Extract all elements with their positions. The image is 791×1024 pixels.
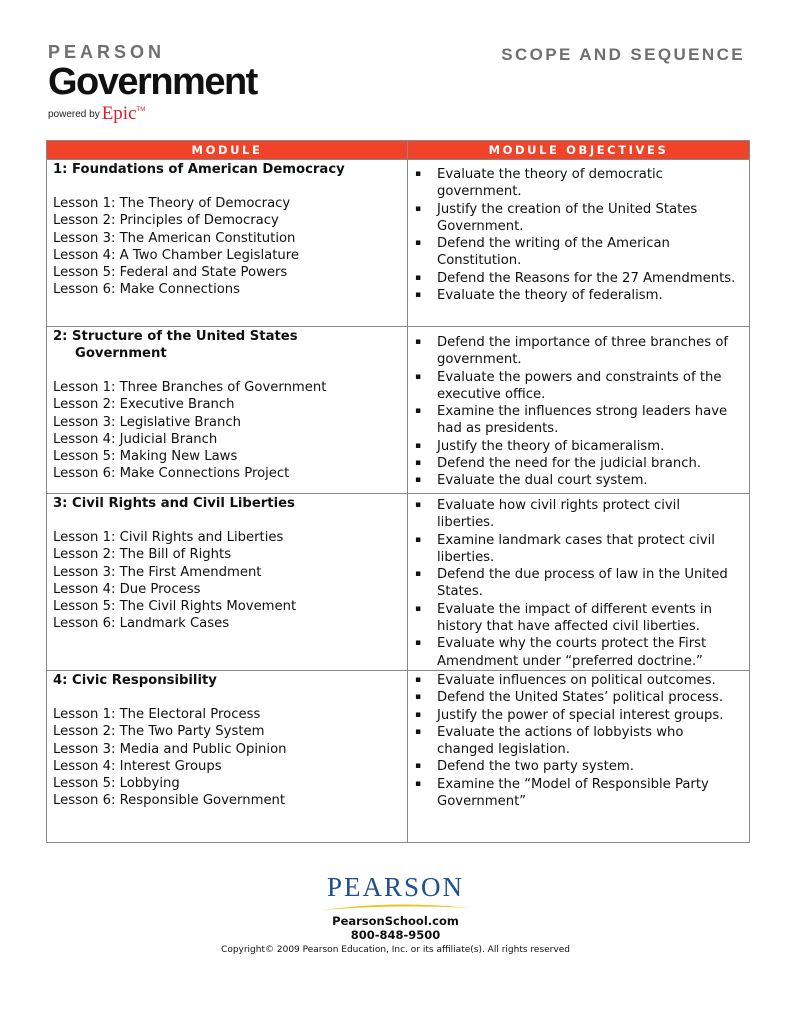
square-bullet-icon: ▪ (415, 371, 422, 382)
lesson-list (47, 195, 407, 299)
objective-item (415, 334, 741, 369)
objective-item (415, 438, 741, 455)
powered-by-text: powered by (48, 109, 100, 120)
objective-text: Evaluate the theory of federalism. (437, 288, 663, 304)
lesson-item: Lesson 1: The Theory of Democracy (53, 196, 291, 211)
powered-by-line (48, 102, 288, 123)
lesson-item: Lesson 3: The First Amendment (53, 564, 262, 580)
scope-table (46, 140, 750, 843)
objective-item (415, 166, 741, 201)
lesson-list (47, 529, 407, 633)
square-bullet-icon: ▪ (415, 726, 422, 737)
lesson-item: Lesson 4: Judicial Branch (53, 431, 218, 447)
lesson-item: Lesson 1: Three Branches of Government (53, 380, 327, 395)
pearson-footer-logo: PEARSON (326, 872, 465, 902)
lesson-item: Lesson 2: Executive Branch (53, 397, 235, 413)
module-title-line: 4: Civic Responsibility (53, 672, 217, 688)
square-bullet-icon: ▪ (415, 778, 422, 789)
objective-text: Justify the creation of the United States Government. (437, 201, 698, 234)
objectives-cell (408, 327, 750, 494)
objective-item (415, 287, 741, 304)
lesson-item: Lesson 3: The American Constitution (53, 230, 296, 246)
objective-item (415, 270, 741, 287)
objective-text: Defend the need for the judicial branch. (437, 456, 702, 472)
objective-text: Evaluate the actions of lobbyists who changed legislation. (437, 724, 684, 758)
lesson-list (47, 706, 407, 810)
brand-government: Government (48, 61, 257, 103)
objective-text: Justify the theory of bicameralism. (437, 438, 665, 454)
objective-text: Defend the due process of law in the United States. (437, 567, 728, 600)
objective-list (408, 160, 749, 304)
objective-text: Evaluate why the courts protect the First Amendment under “preferred doctrine.” (437, 636, 707, 669)
objective-text: Defend the United States’ political process. (437, 690, 724, 706)
square-bullet-icon: ▪ (415, 238, 422, 249)
lesson-item: Lesson 6: Responsible Government (53, 793, 286, 809)
module-row (47, 670, 750, 842)
objective-item (415, 566, 741, 601)
objective-text: Defend the writing of the American Constitution. (437, 236, 670, 269)
module-row (47, 160, 750, 327)
table-body (47, 160, 750, 843)
objectives-cell (408, 494, 750, 671)
objective-text: Defend the two party system. (437, 759, 634, 775)
footer-phone: 800-848-9500 (350, 928, 441, 942)
objective-item (415, 532, 741, 567)
module-title (47, 671, 407, 689)
objective-text: Evaluate the impact of different events in history that have affected civil liberties. (437, 601, 712, 635)
trademark-mark: TM (136, 107, 146, 113)
epic-logo: Epic (101, 103, 137, 124)
objective-item (415, 776, 741, 811)
objective-text: Justify the power of special interest groups. (437, 707, 724, 723)
objective-item (415, 472, 741, 489)
square-bullet-icon: ▪ (415, 337, 422, 347)
square-bullet-icon: ▪ (415, 761, 422, 772)
square-bullet-icon: ▪ (415, 203, 422, 214)
swoosh-stroke (323, 904, 469, 910)
lesson-item: Lesson 2: Principles of Democracy (53, 213, 279, 229)
objective-text: Evaluate how civil rights protect civil liberties. (437, 498, 681, 531)
objective-item (415, 235, 741, 270)
objective-item (415, 689, 741, 706)
lesson-item: Lesson 2: The Bill of Rights (53, 547, 232, 563)
square-bullet-icon: ▪ (415, 638, 422, 649)
objective-text: Defend the importance of three branches of government. (437, 335, 729, 368)
square-bullet-icon: ▪ (415, 569, 422, 580)
module-title-line: 2: Structure of the United States (53, 329, 298, 344)
objective-item (415, 497, 741, 532)
lesson-item: Lesson 1: The Electoral Process (53, 706, 261, 722)
footer-url: PearsonSchool.com (332, 914, 459, 928)
objective-item (415, 403, 741, 438)
objective-list (408, 494, 749, 670)
lesson-item: Lesson 5: Making New Laws (53, 449, 238, 465)
square-bullet-icon: ▪ (415, 290, 422, 301)
square-bullet-icon: ▪ (415, 475, 422, 486)
module-row (47, 494, 750, 671)
objectives-cell (408, 670, 750, 842)
lesson-item: Lesson 4: A Two Chamber Legislature (53, 247, 299, 263)
footer-copyright: Copyright© 2009 Pearson Education, Inc. or its affiliate(s). All rights reserved (221, 945, 570, 955)
objective-text: Evaluate the theory of democratic government. (437, 167, 663, 200)
lesson-item: Lesson 1: Civil Rights and Liberties (53, 530, 284, 545)
lesson-item: Lesson 2: The Two Party System (53, 724, 265, 740)
lesson-item: Lesson 6: Make Connections (53, 282, 241, 298)
module-column-header: MODULE (47, 141, 408, 160)
objective-text: Evaluate the powers and constraints of the executive office. (437, 369, 722, 402)
lesson-item: Lesson 5: Lobbying (53, 776, 180, 792)
module-cell (47, 160, 408, 327)
square-bullet-icon: ▪ (415, 603, 422, 614)
square-bullet-icon: ▪ (415, 674, 422, 685)
objective-item (415, 369, 741, 404)
objective-item (415, 455, 741, 472)
objective-text: Examine the influences strong leaders have had as presidents. (437, 404, 728, 437)
square-bullet-icon: ▪ (415, 272, 422, 283)
objective-item (415, 758, 741, 775)
lesson-item: Lesson 6: Landmark Cases (53, 616, 230, 632)
square-bullet-icon: ▪ (415, 692, 422, 703)
module-title (47, 327, 407, 362)
footer (0, 872, 791, 957)
swoosh-icon (321, 902, 471, 912)
objective-text: Examine the “Model of Responsible Party Government” (437, 776, 709, 810)
lesson-item: Lesson 3: Media and Public Opinion (53, 741, 287, 757)
lesson-item: Lesson 4: Interest Groups (53, 758, 222, 774)
objective-text: Evaluate influences on political outcomes. (437, 672, 716, 688)
objective-text: Examine landmark cases that protect civil liberties. (437, 532, 715, 565)
module-title-line: 1: Foundations of American Democracy (53, 162, 345, 177)
objective-text: Defend the Reasons for the 27 Amendments. (437, 270, 736, 286)
square-bullet-icon: ▪ (415, 500, 422, 510)
objective-item (415, 724, 741, 759)
lesson-item: Lesson 3: Legislative Branch (53, 414, 241, 430)
module-title-line: Government (75, 346, 167, 361)
lesson-item: Lesson 5: The Civil Rights Movement (53, 599, 297, 615)
objective-item (415, 601, 741, 636)
square-bullet-icon: ▪ (415, 169, 422, 179)
objective-text: Evaluate the dual court system. (437, 473, 648, 489)
square-bullet-icon: ▪ (415, 534, 422, 545)
document-type: SCOPE AND SEQUENCE (501, 45, 745, 64)
lesson-item: Lesson 6: Make Connections Project (53, 466, 290, 482)
objectives-cell (408, 160, 750, 327)
objective-item (415, 201, 741, 236)
table-header-row (47, 141, 750, 160)
objective-item (415, 635, 741, 670)
objective-list (408, 671, 749, 810)
module-title-line: 3: Civil Rights and Civil Liberties (53, 496, 295, 511)
module-cell (47, 327, 408, 494)
lesson-item: Lesson 4: Due Process (53, 581, 201, 597)
objective-list (408, 327, 749, 490)
square-bullet-icon: ▪ (415, 709, 422, 720)
objectives-column-header: MODULE OBJECTIVES (408, 141, 750, 160)
module-cell (47, 494, 408, 671)
objective-item (415, 672, 741, 689)
module-row (47, 327, 750, 494)
square-bullet-icon: ▪ (415, 406, 422, 417)
government-logo (48, 42, 288, 123)
square-bullet-icon: ▪ (415, 440, 422, 451)
module-title (47, 494, 407, 512)
module-title (47, 160, 407, 178)
brand-pearson: PEARSON (48, 42, 166, 62)
objective-item (415, 707, 741, 724)
module-cell (47, 670, 408, 842)
lesson-list (47, 379, 407, 483)
lesson-item: Lesson 5: Federal and State Powers (53, 265, 288, 281)
square-bullet-icon: ▪ (415, 458, 422, 469)
